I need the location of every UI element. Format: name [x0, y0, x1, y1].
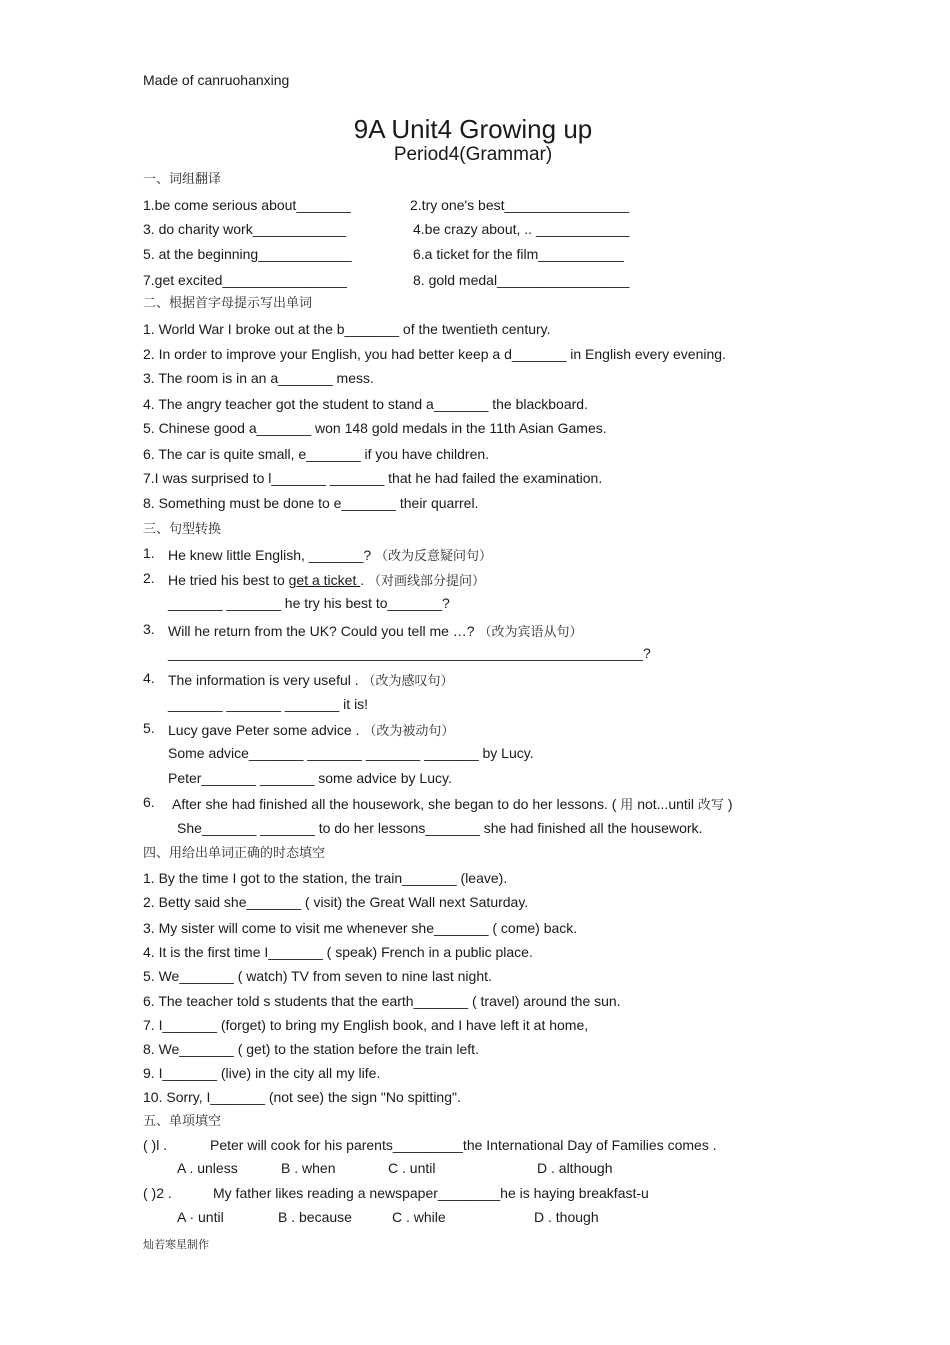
- answer-bracket: ( )l .: [143, 1137, 168, 1153]
- question-text: .: [360, 572, 365, 588]
- answer-line: _______ _______ _______ it is!: [168, 696, 369, 712]
- answer-line: _____________________________________________________________?: [168, 645, 651, 661]
- question-text: ): [727, 796, 733, 812]
- section-heading: 四、用给出单词正确的时态填空: [143, 846, 326, 861]
- question-text: My father likes reading a newspaper________he is haying breakfast-u: [213, 1185, 649, 1201]
- question-line: 4. It is the first time I_______ ( speak) French in a public place.: [143, 944, 533, 960]
- question-line: 8. Something must be done to e_______ their quarrel.: [143, 495, 479, 511]
- question-number: 2.: [143, 570, 155, 586]
- question-text: not...until: [637, 796, 695, 812]
- question-line: [168, 670, 454, 689]
- section-heading: 一、词组翻译: [143, 172, 222, 187]
- question-line: [172, 794, 732, 813]
- phrase-item: 3. do charity work____________: [143, 221, 347, 237]
- option-a: A . unless: [177, 1160, 238, 1176]
- option-b: B . when: [281, 1160, 336, 1176]
- question-line: 3. My sister will come to visit me whenever she_______ ( come) back.: [143, 920, 578, 936]
- option-c: C . until: [388, 1160, 436, 1176]
- option-d: D . although: [537, 1160, 613, 1176]
- phrase-item: 6.a ticket for the film___________: [413, 246, 624, 262]
- question-line: 1. By the time I got to the station, the train_______ (leave).: [143, 870, 508, 886]
- question-line: 1. World War I broke out at the b_______ of the twentieth century.: [143, 321, 551, 337]
- instruction-note: 改写: [697, 798, 724, 813]
- question-line: [168, 570, 485, 589]
- option-b: B . because: [278, 1209, 352, 1225]
- section-heading: 五、单项填空: [143, 1114, 222, 1129]
- instruction-note: （改为宾语从句）: [478, 625, 583, 640]
- answer-line: She_______ _______ to do her lessons_______ she had finished all the housework.: [177, 820, 703, 836]
- footer-text: 灿若寒星制作: [143, 1238, 209, 1251]
- instruction-note: （对画线部分提问）: [368, 574, 486, 589]
- instruction-note: 用: [620, 798, 634, 813]
- question-line: 2. Betty said she_______ ( visit) the Great Wall next Saturday.: [143, 894, 529, 910]
- question-text: The information is very useful .: [168, 672, 359, 688]
- question-text: Peter will cook for his parents_________the International Day of Families comes .: [210, 1137, 717, 1153]
- phrase-item: 1.be come serious about_______: [143, 197, 351, 213]
- phrase-item: 2.try one's best________________: [410, 197, 630, 213]
- question-number: 4.: [143, 670, 155, 686]
- question-line: 6. The car is quite small, e_______ if you have children.: [143, 446, 490, 462]
- question-line: 2. In order to improve your English, you had better keep a d_______ in English every evening.: [143, 346, 726, 362]
- question-line: 7. I_______ (forget) to bring my English book, and I have left it at home,: [143, 1017, 589, 1033]
- question-line: [168, 621, 582, 640]
- question-line: 5. Chinese good a_______ won 148 gold medals in the 11th Asian Games.: [143, 420, 607, 436]
- question-line: [168, 545, 492, 564]
- instruction-note: （改为感叹句）: [362, 674, 454, 689]
- question-text: Lucy gave Peter some advice .: [168, 722, 360, 738]
- option-c: C . while: [392, 1209, 446, 1225]
- section-heading: 三、句型转换: [143, 522, 222, 537]
- question-line: 9. I_______ (live) in the city all my life.: [143, 1065, 381, 1081]
- phrase-item: 7.get excited________________: [143, 272, 347, 288]
- question-text: He tried his best to: [168, 572, 289, 588]
- answer-line: _______ _______ he try his best to_______?: [168, 595, 450, 611]
- question-text: Will he return from the UK? Could you tell me …?: [168, 623, 475, 639]
- question-number: 6.: [143, 794, 155, 810]
- answer-line: Some advice_______ _______ _______ _______ by Lucy.: [168, 745, 534, 761]
- question-text: After she had finished all the housework, she began to do her lessons. (: [172, 796, 617, 812]
- question-number: 3.: [143, 621, 155, 637]
- page-subtitle: Period4(Grammar): [393, 144, 553, 165]
- question-line: 8. We_______ ( get) to the station before the train left.: [143, 1041, 479, 1057]
- question-line: 3. The room is in an a_______ mess.: [143, 370, 374, 386]
- question-number: 5.: [143, 720, 155, 736]
- phrase-item: 5. at the beginning____________: [143, 246, 352, 262]
- phrase-item: 8. gold medal_________________: [413, 272, 630, 288]
- question-number: 1.: [143, 545, 155, 561]
- question-line: 5. We_______ ( watch) TV from seven to nine last night.: [143, 968, 492, 984]
- question-line: 7.I was surprised to l_______ _______ that he had failed the examination.: [143, 470, 603, 486]
- question-line: 6. The teacher told s students that the earth_______ ( travel) around the sun.: [143, 993, 621, 1009]
- section-heading: 二、根据首字母提示写出单词: [143, 296, 313, 311]
- question-line: 4. The angry teacher got the student to stand a_______ the blackboard.: [143, 396, 588, 412]
- answer-line: Peter_______ _______ some advice by Lucy.: [168, 770, 452, 786]
- option-a: A · until: [177, 1209, 224, 1225]
- header-text: Made of canruohanxing: [143, 72, 290, 88]
- page-title: 9A Unit4 Growing up: [353, 114, 593, 144]
- underlined-phrase: get a ticket: [288, 572, 361, 588]
- question-line: 10. Sorry, I_______ (not see) the sign "No spitting".: [143, 1089, 461, 1105]
- option-d: D . though: [534, 1209, 599, 1225]
- phrase-item: 4.be crazy about, .. ____________: [413, 221, 630, 237]
- question-line: [168, 720, 454, 739]
- question-text: He knew little English, _______?: [168, 547, 372, 563]
- instruction-note: （改为反意疑问句）: [375, 549, 493, 564]
- answer-bracket: ( )2 .: [143, 1185, 172, 1201]
- instruction-note: （改为被动句）: [363, 724, 455, 739]
